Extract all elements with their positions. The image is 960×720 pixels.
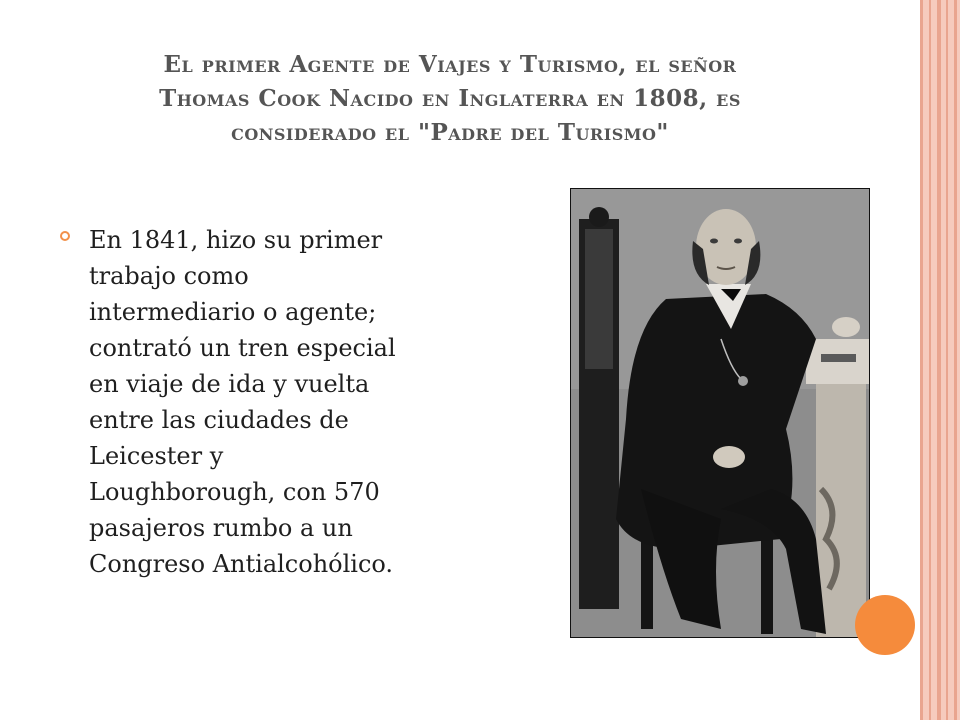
stripe (937, 0, 941, 720)
bullet-item (60, 222, 480, 582)
bullet-line: Leicester y (89, 442, 224, 470)
bullet-circle-icon (60, 231, 70, 241)
bullet-line: En 1841, hizo su primer (89, 226, 383, 254)
stripe (920, 0, 923, 720)
stripe (954, 0, 957, 720)
bullet-line: Loughborough, con 570 (89, 478, 380, 506)
bullet-line: intermediario o agente; (89, 298, 377, 326)
bullet-line: Congreso Antialcohólico. (89, 550, 394, 578)
title-line-3: considerado el "Padre del Turismo" (231, 119, 669, 146)
bullet-line: pasajeros rumbo a un (89, 514, 353, 542)
bullet-text (89, 222, 480, 582)
bullet-line: contrató un tren especial (89, 334, 396, 362)
stripe (946, 0, 948, 720)
bullet-line: trabajo como (89, 262, 249, 290)
slide-title (60, 48, 840, 150)
accent-circle (855, 595, 915, 655)
title-line-1: El primer Agente de Viajes y Turismo, el señor (163, 51, 737, 78)
bullet-line: en viaje de ida y vuelta (89, 370, 370, 398)
portrait-illustration (571, 189, 870, 638)
decorative-stripes (920, 0, 960, 720)
portrait-photo (570, 188, 870, 638)
bullet-line: entre las ciudades de (89, 406, 349, 434)
stripe (929, 0, 931, 720)
title-line-2: Thomas Cook Nacido en Inglaterra en 1808, es (159, 85, 741, 112)
